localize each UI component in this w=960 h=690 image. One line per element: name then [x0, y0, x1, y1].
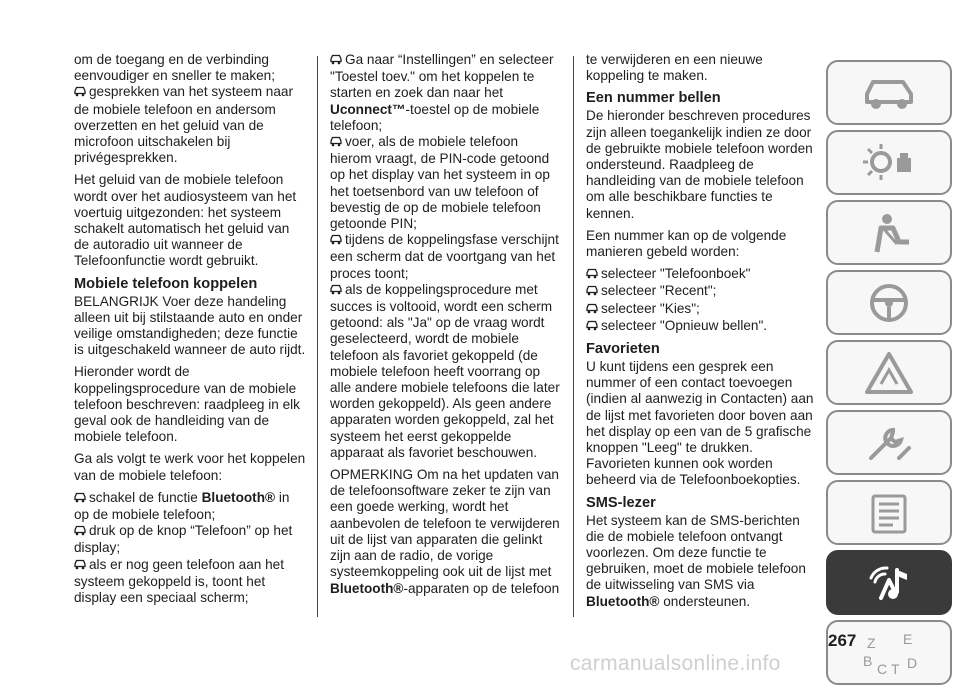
car-bullet-icon	[586, 302, 598, 318]
list-item: gesprekken van het systeem naar de mobiele telefoon en andersom overzetten en het geluid van de microfoon uitschakelen bij privégesprekken.	[74, 84, 294, 166]
car-bullet-icon	[586, 284, 598, 300]
page-number: 267	[828, 631, 857, 650]
maintenance-icon	[857, 418, 921, 468]
car-icon	[857, 68, 921, 118]
index-letter: D	[907, 654, 918, 671]
index-letter: C	[877, 660, 888, 677]
car-bullet-icon	[330, 233, 342, 249]
paragraph: Een nummer kan op de volgende manieren gebeld worden:	[586, 227, 787, 260]
paragraph: U kunt tijdens een gesprek een nummer of een contact toevoegen (indien al aanwezig in Contacten) aan de lijst met favorieten door boven aan het display op een van de 5 grafische knoppen "Leeg" te drukken. Favorieten kunnen ook worden beheerd via de Telefoonboekopties.	[586, 359, 814, 488]
chapter-tabs	[826, 60, 952, 690]
paragraph: BELANGRIJK Voer deze handeling alleen uit bij stilstaande auto en onder veilige omstandigheden; deze functie is uitgeschakeld wanneer de auto rijdt.	[74, 293, 306, 358]
car-bullet-icon	[74, 85, 86, 101]
column-divider	[317, 56, 318, 617]
paragraph: Het geluid van de mobiele telefoon wordt over het audiosysteem van het voertuig uitgezonden: het systeem schakelt automatisch het geluid van de autoradio uit wanneer de Telefoonfunctie wordt gebruikt.	[74, 172, 297, 269]
paragraph: De hieronder beschreven procedures zijn alleen toegankelijk indien ze door de gebruikte mobiele telefoon worden ondersteund. Raadpleeg de handleiding van de mobiele telefoon om alle beschikbare functies te kennen.	[586, 108, 813, 221]
list-item: schakel de functie Bluetooth® in op de mobiele telefoon;	[74, 489, 290, 523]
list-item: selecteer "Recent";	[586, 283, 818, 300]
tab-getting-to-know[interactable]	[826, 60, 952, 125]
car-bullet-icon	[330, 135, 342, 151]
index-letter: E	[903, 630, 913, 647]
index-letter: B	[863, 652, 873, 669]
tab-safety[interactable]	[826, 200, 952, 265]
steering-wheel-icon	[857, 278, 921, 328]
multimedia-icon	[857, 558, 921, 608]
car-bullet-icon	[330, 283, 342, 299]
watermark-text: carmanualsonline.info	[570, 652, 781, 675]
tab-starting-driving[interactable]	[826, 270, 952, 335]
car-bullet-icon	[586, 319, 598, 335]
paragraph: Hieronder wordt de koppelingsprocedure van de mobiele telefoon beschreven: raadpleeg in elk geval ook de handleiding van de mobiele telefoon.	[74, 364, 300, 445]
tab-dashboard[interactable]	[826, 130, 952, 195]
index-icon	[857, 628, 921, 678]
list-item: als de koppelingsprocedure met succes is voltooid, wordt een scherm getoond: als "Ja" op de vraag wordt geselecteerd, wordt de mobiele telefoon als favoriet gekoppeld (de mobiele telefoon heeft voorrang op alle andere mobiele telefoons die later worden gekoppeld). Als geen andere apparaten worden gekoppeld, zal het systeem het eerst gekoppelde apparaat als favoriet beschouwen.	[330, 281, 560, 460]
section-heading: Mobiele telefoon koppelen	[74, 275, 258, 292]
tab-multimedia[interactable]	[826, 550, 952, 615]
text-column-2	[330, 52, 562, 603]
seat-safety-icon	[857, 208, 921, 258]
car-bullet-icon	[586, 267, 598, 283]
text-column-3	[586, 52, 818, 616]
car-bullet-icon	[74, 558, 86, 574]
section-heading: SMS-lezer	[586, 494, 656, 511]
list-item: Ga naar “Instellingen” en selecteer "Toestel toev." om het koppelen te starten en zoek dan naar het Uconnect™-toestel op de mobiele telefoon;	[330, 52, 554, 133]
index-letter: Z	[867, 634, 876, 651]
section-heading: Favorieten	[586, 341, 660, 358]
tab-maintenance[interactable]	[826, 410, 952, 475]
list-item: selecteer "Opnieuw bellen".	[586, 318, 818, 335]
section-heading: Een nummer bellen	[586, 90, 721, 107]
index-letter: T	[891, 660, 900, 677]
list-item: als er nog geen telefoon aan het systeem gekoppeld is, toont het display een speciaal scherm;	[74, 556, 284, 606]
paragraph: Het systeem kan de SMS-berichten die de mobiele telefoon ontvangt voorlezen. Om deze functie te gebruiken, moet de mobiele telefoon de uitwisseling van SMS via Bluetooth® ondersteunen.	[586, 512, 806, 609]
tab-emergency[interactable]	[826, 340, 952, 405]
car-bullet-icon	[74, 524, 86, 540]
warning-lights-icon	[857, 138, 921, 188]
technical-data-icon	[857, 488, 921, 538]
paragraph: om de toegang en de verbinding eenvoudiger en sneller te maken;	[74, 52, 276, 84]
column-divider	[573, 56, 574, 617]
note-paragraph: OPMERKING Om na het updaten van de telefoonsoftware zeker te zijn van een goede werking, wordt het aanbevolen de telefoon te verwijderen uit de lijst van apparaten die gelinkt zijn aan de radio, de vorige systeemkoppeling ook uit de lijst met Bluetooth®-apparaten op de telefoon	[330, 467, 560, 596]
text-column-1	[74, 52, 306, 606]
list-item: selecteer "Telefoonboek"	[586, 266, 818, 283]
list-item: voer, als de mobiele telefoon hierom vraagt, de PIN-code getoond op het display van het systeem in op het toetsenbord van uw telefoon of bevestig de op de mobiele telefoon getoonde PIN;	[330, 134, 550, 232]
car-bullet-icon	[74, 491, 86, 507]
tab-technical-data[interactable]	[826, 480, 952, 545]
list-item: druk op de knop “Telefoon” op het display;	[74, 523, 293, 556]
tab-index[interactable]	[826, 620, 952, 685]
paragraph: te verwijderen en een nieuwe koppeling te maken.	[586, 52, 763, 84]
paragraph: Ga als volgt te werk voor het koppelen van de mobiele telefoon:	[74, 451, 306, 483]
roadside-emergency-icon	[857, 348, 921, 398]
car-bullet-icon	[330, 53, 342, 69]
list-item: selecteer "Kies";	[586, 301, 818, 318]
list-item: tijdens de koppelingsfase verschijnt een scherm dat de voortgang van het proces toont;	[330, 232, 559, 281]
